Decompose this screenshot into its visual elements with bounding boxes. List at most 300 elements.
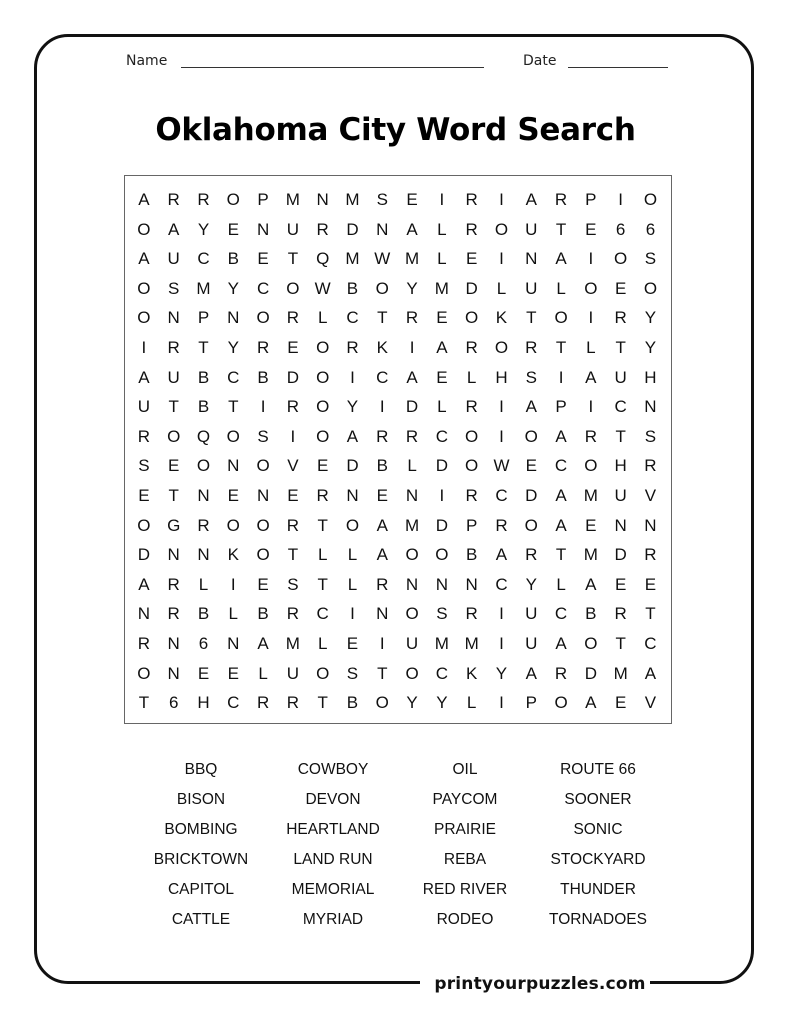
grid-cell[interactable]: I xyxy=(230,574,236,594)
grid-cell[interactable]: 6 xyxy=(645,219,656,239)
grid-cell[interactable]: T xyxy=(168,485,179,505)
grid-cell[interactable]: B xyxy=(376,456,388,476)
grid-cell[interactable]: T xyxy=(317,515,328,535)
grid-cell[interactable]: E xyxy=(585,515,597,535)
grid-cell[interactable]: T xyxy=(138,693,150,713)
grid-cell[interactable]: R xyxy=(286,308,300,328)
grid-cell[interactable]: N xyxy=(227,308,240,328)
grid-cell[interactable]: L xyxy=(437,249,447,269)
grid-cell[interactable]: S xyxy=(644,249,657,269)
grid-cell[interactable]: N xyxy=(316,190,329,209)
grid-cell[interactable]: I xyxy=(618,190,624,209)
grid-cell[interactable]: C xyxy=(554,604,568,624)
grid-cell[interactable]: I xyxy=(141,337,147,357)
grid-cell[interactable]: L xyxy=(347,545,358,565)
grid-cell[interactable]: R xyxy=(256,337,270,357)
grid-cell[interactable]: V xyxy=(644,693,657,713)
grid-cell[interactable]: O xyxy=(137,219,151,239)
grid-cell[interactable]: K xyxy=(495,308,508,328)
grid-cell[interactable]: O xyxy=(256,308,270,328)
grid-cell[interactable]: A xyxy=(555,485,567,505)
grid-cell[interactable]: O xyxy=(435,545,449,565)
grid-cell[interactable]: N xyxy=(197,545,210,565)
grid-cell[interactable]: D xyxy=(137,545,151,565)
grid-cell[interactable]: B xyxy=(585,604,597,624)
grid-cell[interactable]: E xyxy=(138,485,150,505)
grid-cell[interactable]: V xyxy=(644,485,657,505)
grid-cell[interactable]: I xyxy=(558,367,564,387)
grid-cell[interactable]: E xyxy=(227,663,239,683)
grid-cell[interactable]: O xyxy=(316,337,330,357)
grid-cell[interactable]: L xyxy=(347,574,358,594)
grid-cell[interactable]: E xyxy=(197,663,210,683)
date-field-line[interactable] xyxy=(568,67,668,68)
grid-cell[interactable]: I xyxy=(379,397,385,417)
grid-cell[interactable]: U xyxy=(525,278,538,298)
grid-cell[interactable]: S xyxy=(287,574,299,594)
grid-cell[interactable]: N xyxy=(376,604,389,624)
grid-cell[interactable]: U xyxy=(167,249,180,269)
grid-cell[interactable]: O xyxy=(584,456,598,476)
grid-cell[interactable]: C xyxy=(227,367,240,387)
grid-cell[interactable]: L xyxy=(258,663,268,683)
grid-cell[interactable]: A xyxy=(406,367,418,387)
grid-cell[interactable]: N xyxy=(644,397,657,417)
grid-cell[interactable]: A xyxy=(525,663,537,683)
grid-cell[interactable]: I xyxy=(499,426,504,446)
grid-cell[interactable]: C xyxy=(644,633,657,653)
grid-cell[interactable]: A xyxy=(495,545,508,565)
grid-cell[interactable]: A xyxy=(138,574,150,594)
grid-cell[interactable]: N xyxy=(167,663,180,683)
grid-cell[interactable]: N xyxy=(614,515,627,535)
grid-cell[interactable]: S xyxy=(525,367,537,387)
grid-cell[interactable]: L xyxy=(437,397,447,417)
grid-cell[interactable]: E xyxy=(227,219,239,239)
grid-cell[interactable]: N xyxy=(644,515,657,535)
grid-cell[interactable]: R xyxy=(286,693,300,713)
grid-cell[interactable]: A xyxy=(585,693,597,713)
grid-cell[interactable]: A xyxy=(257,633,269,653)
grid-cell[interactable]: N xyxy=(197,485,210,505)
grid-cell[interactable]: A xyxy=(644,663,657,683)
grid-cell[interactable]: E xyxy=(287,485,299,505)
grid-cell[interactable]: A xyxy=(436,337,448,357)
grid-cell[interactable]: Y xyxy=(197,219,210,239)
grid-cell[interactable]: U xyxy=(286,663,300,683)
grid-cell[interactable]: R xyxy=(465,485,478,505)
grid-cell[interactable]: A xyxy=(555,249,567,269)
grid-cell[interactable]: D xyxy=(346,456,359,476)
grid-cell[interactable]: A xyxy=(525,397,537,417)
grid-cell[interactable]: R xyxy=(286,515,300,535)
grid-cell[interactable]: E xyxy=(168,456,180,476)
grid-cell[interactable]: L xyxy=(317,545,328,565)
grid-cell[interactable]: M xyxy=(613,663,628,683)
grid-cell[interactable]: R xyxy=(197,190,210,209)
grid-cell[interactable]: I xyxy=(350,604,355,624)
grid-cell[interactable]: E xyxy=(436,308,448,328)
grid-cell[interactable]: R xyxy=(614,308,627,328)
grid-cell[interactable]: U xyxy=(525,604,538,624)
grid-cell[interactable]: B xyxy=(257,367,269,387)
grid-cell[interactable]: W xyxy=(374,249,391,269)
grid-cell[interactable]: S xyxy=(257,426,269,446)
grid-cell[interactable]: P xyxy=(465,515,478,535)
grid-cell[interactable]: Y xyxy=(525,574,537,594)
grid-cell[interactable]: Y xyxy=(436,693,448,713)
grid-cell[interactable]: 6 xyxy=(168,693,179,713)
grid-cell[interactable]: I xyxy=(350,367,355,387)
grid-cell[interactable]: O xyxy=(465,426,479,446)
grid-cell[interactable]: N xyxy=(137,604,151,624)
grid-cell[interactable]: Y xyxy=(495,663,508,683)
grid-cell[interactable]: C xyxy=(376,367,389,387)
grid-cell[interactable]: E xyxy=(257,249,269,269)
grid-cell[interactable]: R xyxy=(465,604,478,624)
grid-cell[interactable]: T xyxy=(287,249,299,269)
grid-cell[interactable]: O xyxy=(614,249,628,269)
grid-cell[interactable]: T xyxy=(645,604,656,624)
grid-cell[interactable]: D xyxy=(465,278,478,298)
grid-cell[interactable]: O xyxy=(256,515,270,535)
grid-cell[interactable]: O xyxy=(405,545,419,565)
grid-cell[interactable]: T xyxy=(615,337,626,357)
grid-cell[interactable]: A xyxy=(585,367,597,387)
grid-cell[interactable]: Q xyxy=(196,426,211,446)
grid-cell[interactable]: E xyxy=(257,574,269,594)
grid-cell[interactable]: R xyxy=(316,219,329,239)
grid-cell[interactable]: N xyxy=(256,485,270,505)
grid-cell[interactable]: O xyxy=(584,278,598,298)
grid-cell[interactable]: P xyxy=(197,308,210,328)
grid-cell[interactable]: M xyxy=(583,485,598,505)
grid-cell[interactable]: H xyxy=(495,367,508,387)
grid-cell[interactable]: I xyxy=(439,485,445,505)
grid-cell[interactable]: A xyxy=(138,367,150,387)
grid-cell[interactable]: Y xyxy=(644,337,657,357)
grid-cell[interactable]: E xyxy=(614,278,627,298)
grid-cell[interactable]: R xyxy=(167,190,180,209)
grid-cell[interactable]: B xyxy=(465,545,478,565)
grid-cell[interactable]: P xyxy=(585,190,597,209)
grid-cell[interactable]: T xyxy=(555,337,567,357)
grid-cell[interactable]: O xyxy=(256,456,270,476)
grid-cell[interactable]: B xyxy=(227,249,239,269)
grid-cell[interactable]: R xyxy=(465,219,478,239)
grid-cell[interactable]: C xyxy=(614,397,627,417)
grid-cell[interactable]: R xyxy=(405,426,419,446)
name-field-line[interactable] xyxy=(181,67,484,68)
grid-cell[interactable]: A xyxy=(168,219,180,239)
grid-cell[interactable]: I xyxy=(290,426,296,446)
grid-cell[interactable]: T xyxy=(168,397,179,417)
grid-cell[interactable]: M xyxy=(583,545,598,565)
grid-cell[interactable]: Y xyxy=(644,308,657,328)
grid-cell[interactable]: C xyxy=(554,456,568,476)
grid-cell[interactable]: O xyxy=(405,663,419,683)
grid-cell[interactable]: Y xyxy=(406,278,418,298)
grid-cell[interactable]: B xyxy=(197,604,210,624)
grid-cell[interactable]: Y xyxy=(227,278,239,298)
grid-cell[interactable]: I xyxy=(379,633,385,653)
grid-cell[interactable]: D xyxy=(435,515,448,535)
grid-cell[interactable]: R xyxy=(525,337,538,357)
grid-cell[interactable]: V xyxy=(287,456,299,476)
grid-cell[interactable]: M xyxy=(285,633,300,653)
grid-cell[interactable]: O xyxy=(345,515,360,535)
grid-cell[interactable]: O xyxy=(196,456,211,476)
grid-cell[interactable]: E xyxy=(317,456,329,476)
grid-cell[interactable]: C xyxy=(256,278,270,298)
grid-cell[interactable]: D xyxy=(435,456,448,476)
grid-cell[interactable]: R xyxy=(376,426,389,446)
grid-cell[interactable]: L xyxy=(556,278,566,298)
grid-cell[interactable]: O xyxy=(167,426,181,446)
grid-cell[interactable]: B xyxy=(346,693,359,713)
grid-cell[interactable]: E xyxy=(644,574,657,594)
grid-cell[interactable]: E xyxy=(614,693,627,713)
grid-cell[interactable]: P xyxy=(525,693,537,713)
grid-cell[interactable]: C xyxy=(495,485,508,505)
grid-cell[interactable]: B xyxy=(197,367,210,387)
grid-cell[interactable]: L xyxy=(407,456,417,476)
grid-cell[interactable]: R xyxy=(525,545,538,565)
grid-cell[interactable]: A xyxy=(406,219,418,239)
grid-cell[interactable]: M xyxy=(196,278,211,298)
grid-cell[interactable]: E xyxy=(436,367,448,387)
grid-cell[interactable]: R xyxy=(554,663,568,683)
grid-cell[interactable]: M xyxy=(345,190,360,209)
grid-cell[interactable]: N xyxy=(465,574,478,594)
grid-cell[interactable]: O xyxy=(137,308,151,328)
grid-cell[interactable]: L xyxy=(586,337,596,357)
grid-cell[interactable]: I xyxy=(588,249,594,269)
grid-cell[interactable]: S xyxy=(644,426,657,446)
grid-cell[interactable]: A xyxy=(525,190,537,209)
grid-cell[interactable]: S xyxy=(138,456,150,476)
grid-cell[interactable]: Y xyxy=(346,397,359,417)
grid-cell[interactable]: B xyxy=(346,278,359,298)
grid-cell[interactable]: I xyxy=(439,190,445,209)
grid-cell[interactable]: O xyxy=(226,426,240,446)
grid-cell[interactable]: R xyxy=(465,397,478,417)
grid-cell[interactable]: R xyxy=(495,515,508,535)
grid-cell[interactable]: B xyxy=(197,397,210,417)
grid-cell[interactable]: A xyxy=(346,426,359,446)
grid-cell[interactable]: O xyxy=(137,663,151,683)
grid-cell[interactable]: D xyxy=(584,663,597,683)
grid-cell[interactable]: O xyxy=(226,190,240,209)
grid-cell[interactable]: U xyxy=(137,397,151,417)
grid-cell[interactable]: A xyxy=(555,633,567,653)
grid-cell[interactable]: N xyxy=(405,574,419,594)
grid-cell[interactable]: A xyxy=(376,545,388,565)
grid-cell[interactable]: R xyxy=(405,308,419,328)
grid-cell[interactable]: R xyxy=(465,190,478,209)
grid-cell[interactable]: 6 xyxy=(615,219,626,239)
grid-cell[interactable]: R xyxy=(137,633,151,653)
grid-cell[interactable]: D xyxy=(405,397,419,417)
grid-cell[interactable]: O xyxy=(316,397,330,417)
grid-cell[interactable]: T xyxy=(377,308,388,328)
grid-cell[interactable]: E xyxy=(525,456,537,476)
grid-cell[interactable]: I xyxy=(499,604,504,624)
grid-cell[interactable]: H xyxy=(197,693,210,713)
grid-cell[interactable]: B xyxy=(257,604,269,624)
grid-cell[interactable]: M xyxy=(345,249,360,269)
grid-cell[interactable]: E xyxy=(465,249,478,269)
grid-cell[interactable]: E xyxy=(585,219,597,239)
grid-cell[interactable]: K xyxy=(227,545,239,565)
grid-cell[interactable]: L xyxy=(317,308,328,328)
grid-cell[interactable]: T xyxy=(228,397,239,417)
grid-cell[interactable]: R xyxy=(465,337,478,357)
grid-cell[interactable]: I xyxy=(499,693,504,713)
grid-cell[interactable]: O xyxy=(643,278,658,298)
grid-cell[interactable]: R xyxy=(137,426,151,446)
grid-cell[interactable]: T xyxy=(555,219,567,239)
grid-cell[interactable]: O xyxy=(494,219,509,239)
grid-cell[interactable]: A xyxy=(138,190,150,209)
grid-cell[interactable]: I xyxy=(499,397,504,417)
grid-cell[interactable]: G xyxy=(167,515,181,535)
grid-cell[interactable]: Q xyxy=(316,249,330,269)
grid-cell[interactable]: N xyxy=(167,545,180,565)
grid-cell[interactable]: D xyxy=(346,219,359,239)
grid-cell[interactable]: U xyxy=(405,633,419,653)
grid-cell[interactable]: S xyxy=(376,190,388,209)
grid-cell[interactable]: N xyxy=(256,219,270,239)
grid-cell[interactable]: I xyxy=(409,337,415,357)
grid-cell[interactable]: O xyxy=(316,426,330,446)
grid-cell[interactable]: T xyxy=(555,545,567,565)
grid-cell[interactable]: I xyxy=(588,397,594,417)
grid-cell[interactable]: U xyxy=(614,367,627,387)
grid-cell[interactable]: I xyxy=(499,190,504,209)
grid-cell[interactable]: A xyxy=(138,249,150,269)
grid-cell[interactable]: I xyxy=(260,397,266,417)
grid-cell[interactable]: C xyxy=(435,663,448,683)
grid-cell[interactable]: O xyxy=(375,278,389,298)
grid-cell[interactable]: N xyxy=(346,485,359,505)
grid-cell[interactable]: R xyxy=(167,604,180,624)
grid-cell[interactable]: O xyxy=(465,456,479,476)
grid-cell[interactable]: K xyxy=(465,663,478,683)
grid-cell[interactable]: O xyxy=(137,515,151,535)
grid-cell[interactable]: O xyxy=(405,604,419,624)
grid-cell[interactable]: R xyxy=(286,604,300,624)
grid-cell[interactable]: I xyxy=(499,633,504,653)
grid-cell[interactable]: O xyxy=(226,515,240,535)
grid-cell[interactable]: U xyxy=(286,219,300,239)
grid-cell[interactable]: U xyxy=(525,219,538,239)
grid-cell[interactable]: C xyxy=(227,693,240,713)
grid-cell[interactable]: R xyxy=(554,190,568,209)
grid-cell[interactable]: P xyxy=(257,190,269,209)
grid-cell[interactable]: A xyxy=(585,574,597,594)
grid-cell[interactable]: R xyxy=(256,693,270,713)
grid-cell[interactable]: C xyxy=(197,249,210,269)
grid-cell[interactable]: N xyxy=(376,219,389,239)
grid-cell[interactable]: Y xyxy=(406,693,418,713)
grid-cell[interactable]: M xyxy=(285,190,300,209)
grid-cell[interactable]: U xyxy=(167,367,180,387)
grid-cell[interactable]: N xyxy=(227,456,240,476)
grid-cell[interactable]: A xyxy=(376,515,388,535)
grid-cell[interactable]: O xyxy=(524,426,538,446)
grid-cell[interactable]: E xyxy=(227,485,239,505)
grid-cell[interactable]: U xyxy=(614,485,627,505)
grid-cell[interactable]: O xyxy=(286,278,300,298)
grid-cell[interactable]: O xyxy=(494,337,509,357)
grid-cell[interactable]: O xyxy=(256,545,270,565)
grid-cell[interactable]: O xyxy=(554,693,568,713)
grid-cell[interactable]: M xyxy=(464,633,479,653)
grid-cell[interactable]: T xyxy=(317,574,328,594)
grid-cell[interactable]: T xyxy=(377,663,388,683)
grid-cell[interactable]: L xyxy=(556,574,566,594)
grid-cell[interactable]: R xyxy=(584,426,597,446)
grid-cell[interactable]: R xyxy=(197,515,210,535)
grid-cell[interactable]: T xyxy=(526,308,537,328)
grid-cell[interactable]: E xyxy=(376,485,388,505)
grid-cell[interactable]: H xyxy=(644,367,657,387)
grid-cell[interactable]: I xyxy=(499,249,504,269)
grid-cell[interactable]: 6 xyxy=(198,633,209,653)
grid-cell[interactable]: M xyxy=(434,278,449,298)
grid-cell[interactable]: O xyxy=(375,693,389,713)
grid-cell[interactable]: N xyxy=(167,308,180,328)
grid-cell[interactable]: S xyxy=(346,663,359,683)
grid-cell[interactable]: O xyxy=(524,515,538,535)
grid-cell[interactable]: R xyxy=(644,456,657,476)
grid-cell[interactable]: R xyxy=(644,545,657,565)
grid-cell[interactable]: T xyxy=(287,545,299,565)
grid-cell[interactable]: T xyxy=(198,337,209,357)
grid-cell[interactable]: O xyxy=(584,633,598,653)
grid-cell[interactable]: R xyxy=(376,574,389,594)
grid-cell[interactable]: R xyxy=(167,337,180,357)
grid-cell[interactable]: S xyxy=(168,278,180,298)
grid-cell[interactable]: N xyxy=(227,633,240,653)
grid-cell[interactable]: U xyxy=(525,633,538,653)
grid-cell[interactable]: W xyxy=(314,278,331,298)
grid-cell[interactable]: O xyxy=(316,367,330,387)
grid-cell[interactable]: E xyxy=(346,633,359,653)
grid-cell[interactable]: T xyxy=(317,693,328,713)
grid-cell[interactable]: D xyxy=(525,485,538,505)
grid-cell[interactable]: O xyxy=(465,308,479,328)
grid-cell[interactable]: L xyxy=(198,574,209,594)
grid-cell[interactable]: O xyxy=(554,308,568,328)
grid-cell[interactable]: L xyxy=(466,367,477,387)
grid-cell[interactable]: C xyxy=(346,308,359,328)
grid-cell[interactable]: D xyxy=(614,545,627,565)
grid-cell[interactable]: P xyxy=(555,397,567,417)
grid-cell[interactable]: N xyxy=(167,633,180,653)
grid-cell[interactable]: L xyxy=(466,693,477,713)
grid-cell[interactable]: N xyxy=(435,574,448,594)
grid-cell[interactable]: L xyxy=(437,219,447,239)
grid-cell[interactable]: I xyxy=(588,308,594,328)
grid-cell[interactable]: K xyxy=(376,337,388,357)
grid-cell[interactable]: O xyxy=(137,278,151,298)
grid-cell[interactable]: R xyxy=(346,337,359,357)
grid-cell[interactable]: E xyxy=(287,337,299,357)
grid-cell[interactable]: C xyxy=(316,604,329,624)
grid-cell[interactable]: T xyxy=(615,633,626,653)
